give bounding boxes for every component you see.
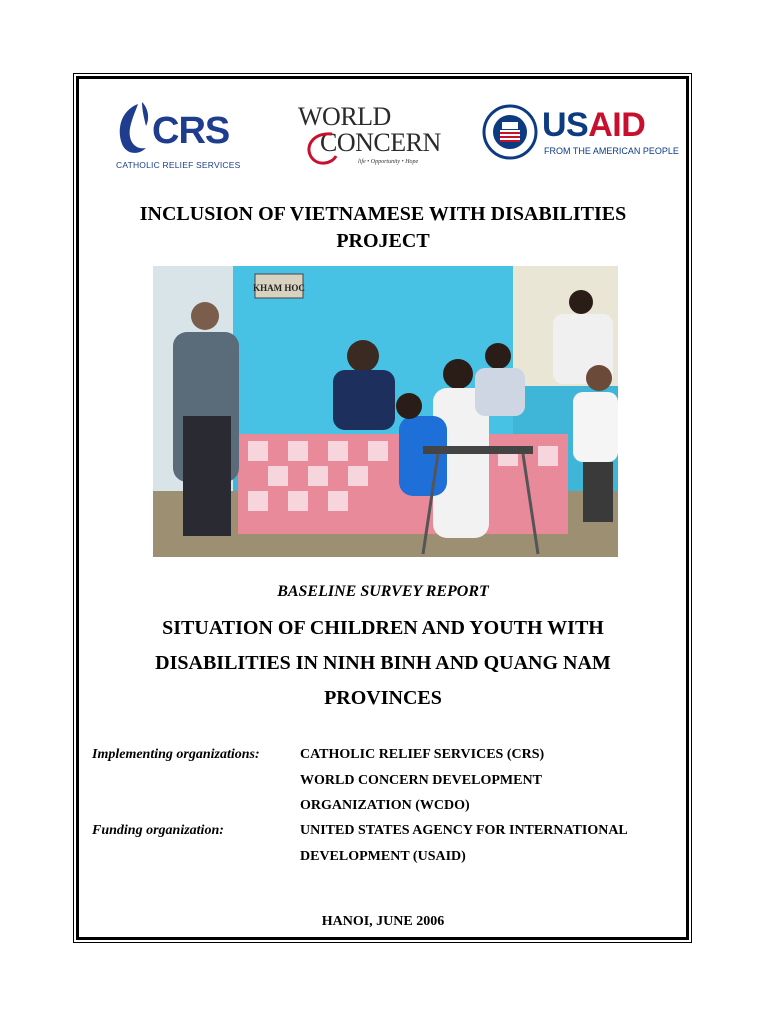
usaid-seal-icon bbox=[482, 104, 538, 160]
report-type: BASELINE SURVEY REPORT bbox=[277, 583, 489, 600]
crs-flame-icon bbox=[112, 100, 156, 158]
project-title-line2: PROJECT bbox=[336, 230, 430, 252]
report-title-line1: SITUATION OF CHILDREN AND YOUTH WITH bbox=[162, 617, 604, 639]
world-concern-line2: CONCERN bbox=[320, 128, 441, 157]
logo-bar bbox=[112, 96, 679, 174]
usaid-us: US bbox=[542, 106, 589, 144]
crs-logo bbox=[112, 100, 252, 170]
crs-logo-subtitle: CATHOLIC RELIEF SERVICES bbox=[116, 160, 241, 170]
funding-label: Funding organization: bbox=[92, 823, 224, 838]
crs-logo-text: CRS bbox=[152, 110, 230, 152]
implementing-org-2: WORLD CONCERN DEVELOPMENT bbox=[300, 773, 542, 788]
usaid-logo bbox=[482, 104, 679, 170]
world-concern-line1: WORLD bbox=[298, 102, 391, 131]
cover-photo-image bbox=[153, 266, 618, 557]
cover-photo bbox=[153, 266, 618, 557]
world-concern-swirl-icon bbox=[302, 128, 342, 168]
world-concern-tagline: life • Opportunity • Hope bbox=[358, 159, 419, 165]
usaid-logo-subtitle: FROM THE AMERICAN PEOPLE bbox=[544, 146, 679, 156]
implementing-label: Implementing organizations: bbox=[92, 747, 260, 762]
funding-org-2: DEVELOPMENT (USAID) bbox=[300, 849, 466, 864]
funding-org-1: UNITED STATES AGENCY FOR INTERNATIONAL bbox=[300, 823, 628, 838]
photo-sign-text: KHAM HOC bbox=[253, 283, 305, 293]
implementing-org-3: ORGANIZATION (WCDO) bbox=[300, 798, 470, 813]
report-title-line3: PROVINCES bbox=[324, 687, 442, 709]
usaid-aid: AID bbox=[588, 106, 646, 144]
world-concern-logo bbox=[298, 102, 458, 172]
place-date: HANOI, JUNE 2006 bbox=[321, 914, 445, 929]
report-title-line2: DISABILITIES IN NINH BINH AND QUANG NAM bbox=[155, 652, 611, 674]
usaid-logo-text bbox=[542, 106, 645, 145]
implementing-org-1: CATHOLIC RELIEF SERVICES (CRS) bbox=[300, 747, 545, 762]
project-title-line1: INCLUSION OF VIETNAMESE WITH DISABILITIES bbox=[139, 203, 627, 225]
